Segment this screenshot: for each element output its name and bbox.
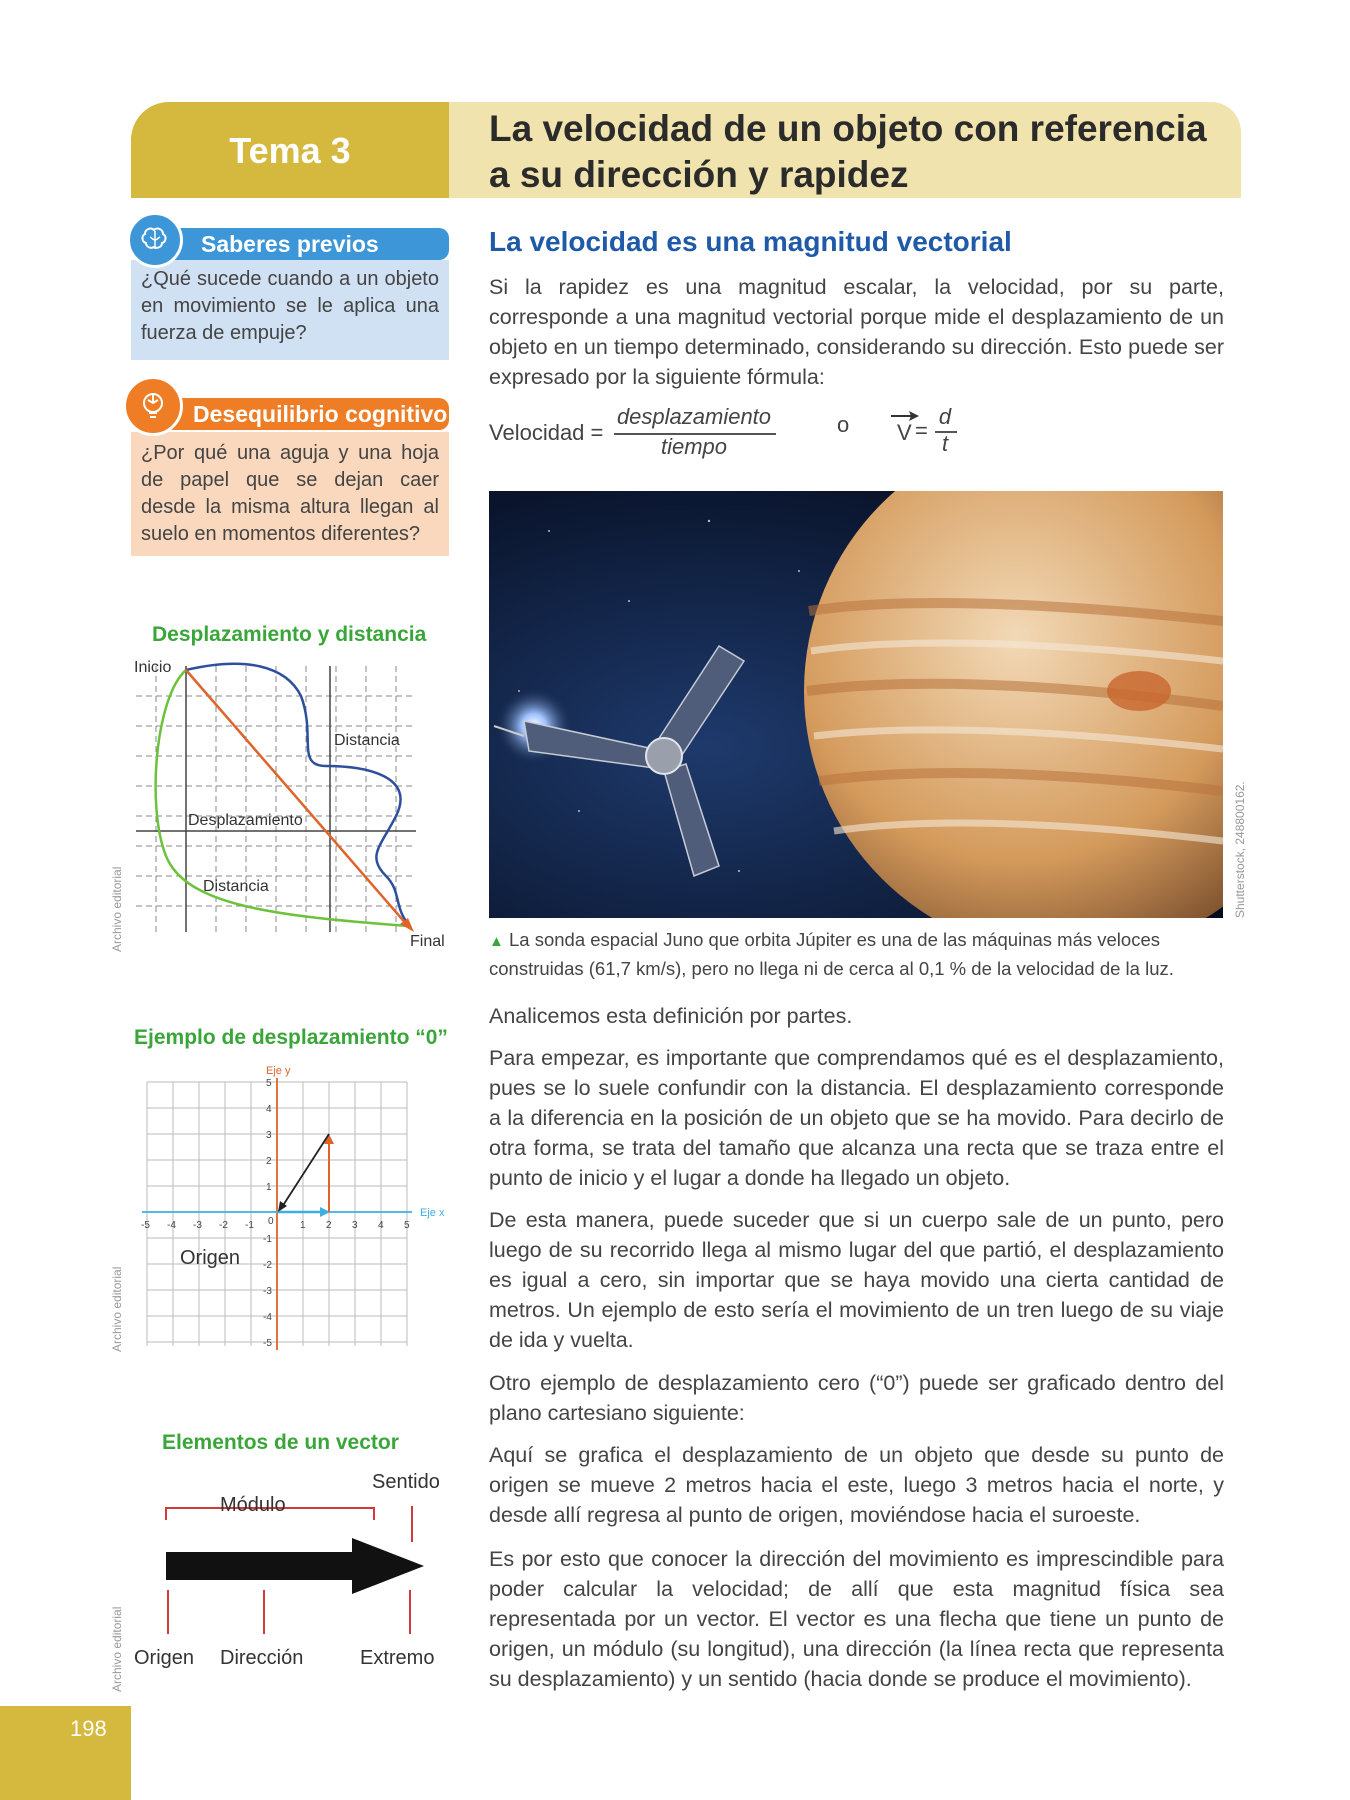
velocity-formula bbox=[489, 404, 1009, 464]
y-tick: 1 bbox=[266, 1182, 272, 1193]
y-tick: 3 bbox=[266, 1130, 272, 1141]
direccion-label: Dirección bbox=[220, 1647, 304, 1669]
paragraph-6: Es por esto que conocer la dirección del movimiento es imprescindible para poder calcular la velocidad; de allí que esta magnitud física sea representada por un vector. El vector es una flecha que tiene un punto de origen, un módulo (su longitud), una dirección (la línea recta que representa su desplazamiento) y un sentido (hacia donde se produce el movimiento). bbox=[489, 1547, 1224, 1691]
inicio-label: Inicio bbox=[134, 659, 172, 676]
photo-credit: Shutterstock, 248800162. bbox=[1233, 781, 1247, 918]
formula-or: o bbox=[837, 412, 850, 437]
formula-numerator: desplazamiento bbox=[616, 404, 772, 429]
extremo-label: Extremo bbox=[360, 1647, 435, 1669]
y-tick: 4 bbox=[266, 1104, 272, 1115]
origen-vector-label: Origen bbox=[134, 1647, 195, 1669]
x-tick: 2 bbox=[326, 1220, 332, 1231]
page-number: 198 bbox=[70, 1716, 107, 1741]
x-tick: -3 bbox=[193, 1220, 202, 1231]
paragraph-4: Otro ejemplo de desplazamiento cero (“0”) puede ser graficado dentro del plano cartesiano siguiente: bbox=[489, 1371, 1224, 1425]
desplazamiento-label: Desplazamiento bbox=[188, 812, 303, 829]
juno-jupiter-photo bbox=[489, 491, 1223, 918]
x-tick: 5 bbox=[404, 1220, 410, 1231]
paragraph-2: Para empezar, es importante que comprendamos qué es el desplazamiento, pues se lo suele confundir con la distancia. El desplazamiento corresponde a la diferencia en la posición de un objeto que se ha movido. Para decirlo de otra forma, se trata del tamaño que alcanza una recta que se traza entre el punto de inicio y el lugar a donde ha llegado un objeto. bbox=[489, 1046, 1224, 1190]
formula-eq: = bbox=[915, 418, 928, 443]
x-tick: 0 bbox=[268, 1216, 274, 1227]
chapter-title-bar bbox=[449, 102, 1241, 198]
x-tick: -5 bbox=[141, 1220, 150, 1231]
formula-d: d bbox=[938, 404, 952, 429]
paragraph-1: Analicemos esta definición por partes. bbox=[489, 1004, 853, 1028]
y-tick: -5 bbox=[263, 1338, 272, 1349]
section-heading: La velocidad es una magnitud vectorial bbox=[489, 226, 1012, 257]
x-tick: 4 bbox=[378, 1220, 384, 1231]
figure-3-credit: Archivo editorial bbox=[110, 1606, 124, 1692]
distancia-bottom-label: Distancia bbox=[203, 878, 269, 895]
y-tick: 2 bbox=[266, 1156, 272, 1167]
x-tick: -4 bbox=[167, 1220, 176, 1231]
y-tick: -2 bbox=[263, 1260, 272, 1271]
photo-caption: ▲ La sonda espacial Juno que orbita Júpiter es una de las máquinas más veloces construidas (61,7 km/s), pero no llega ni de cerca al 0,1 % de la velocidad de la luz. bbox=[489, 929, 1174, 979]
sentido-label: Sentido bbox=[372, 1471, 440, 1493]
origen-label: Origen bbox=[180, 1247, 241, 1269]
formula-v: V bbox=[897, 420, 912, 445]
figure-1-diagram bbox=[126, 656, 456, 956]
formula-t: t bbox=[941, 431, 949, 456]
paragraph-3: De esta manera, puede suceder que si un cuerpo sale de un punto, pero luego de su recorrido llega al mismo lugar del que partió, el desplazamiento es igual a cero, sin importar que se haya movido una cierta cantidad de metros. Un ejemplo de esto sería el movimiento de un tren luego de su viaje de ida y vuelta. bbox=[489, 1208, 1224, 1352]
figure-3-vector-diagram bbox=[126, 1466, 456, 1686]
tema-tab bbox=[131, 102, 449, 198]
desequilibrio-title: Desequilibrio cognitivo bbox=[161, 398, 449, 430]
lightbulb-icon bbox=[123, 376, 183, 436]
desequilibrio-box bbox=[131, 398, 449, 556]
saberes-previos-box bbox=[131, 228, 449, 360]
y-tick: -3 bbox=[263, 1286, 272, 1297]
saberes-previos-text: ¿Qué sucede cuando a un objeto en movimiento se le aplica una fuerza de empuje? bbox=[131, 260, 449, 360]
figure-2-credit: Archivo editorial bbox=[110, 1266, 124, 1352]
footer-bar bbox=[0, 1706, 131, 1800]
x-tick: 3 bbox=[352, 1220, 358, 1231]
chapter-title: La velocidad de un objeto con referencia a su dirección y rapidez bbox=[489, 108, 1207, 195]
intro-paragraph: Si la rapidez es una magnitud escalar, la velocidad, por su parte, corresponde a una magnitud vectorial porque mide el desplazamiento de un objeto en un tiempo determinado, considerando su dirección. Esto puede ser expresado por la siguiente fórmula: bbox=[489, 275, 1224, 389]
eje-x-label: Eje x bbox=[420, 1207, 445, 1219]
figure-1-title: Desplazamiento y distancia bbox=[152, 623, 427, 646]
x-tick: -1 bbox=[245, 1220, 254, 1231]
y-tick: -1 bbox=[263, 1234, 272, 1245]
modulo-label: Módulo bbox=[220, 1494, 286, 1516]
y-tick: 5 bbox=[266, 1078, 272, 1089]
eje-y-label: Eje y bbox=[266, 1065, 291, 1077]
desequilibrio-text: ¿Por qué una aguja y una hoja de papel que se dejan caer desde la misma altura llegan al suelo en momentos diferentes? bbox=[131, 432, 449, 556]
y-tick: -4 bbox=[263, 1312, 272, 1323]
saberes-previos-title: Saberes previos bbox=[161, 228, 449, 260]
x-tick: 1 bbox=[300, 1220, 306, 1231]
figure-3-title: Elementos de un vector bbox=[162, 1431, 399, 1454]
x-tick: -2 bbox=[219, 1220, 228, 1231]
figure-2-title: Ejemplo de desplazamiento “0” bbox=[134, 1026, 448, 1049]
final-label: Final bbox=[410, 933, 445, 950]
tema-label: Tema 3 bbox=[229, 130, 351, 171]
triangle-icon: ▲ bbox=[489, 933, 504, 950]
formula-denominator: tiempo bbox=[660, 434, 728, 459]
paragraph-5: Aquí se grafica el desplazamiento de un objeto que desde su punto de origen se mueve 2 metros hacia el este, luego 3 metros hacia el norte, y desde allí regresa al punto de origen, moviéndose hacia el suroeste. bbox=[489, 1443, 1224, 1527]
distancia-top-label: Distancia bbox=[334, 732, 400, 749]
figure-1-credit: Archivo editorial bbox=[110, 866, 124, 952]
formula-label: Velocidad = bbox=[489, 420, 604, 445]
brain-icon bbox=[127, 212, 183, 268]
figure-2-cartesian-plane bbox=[130, 1060, 460, 1360]
